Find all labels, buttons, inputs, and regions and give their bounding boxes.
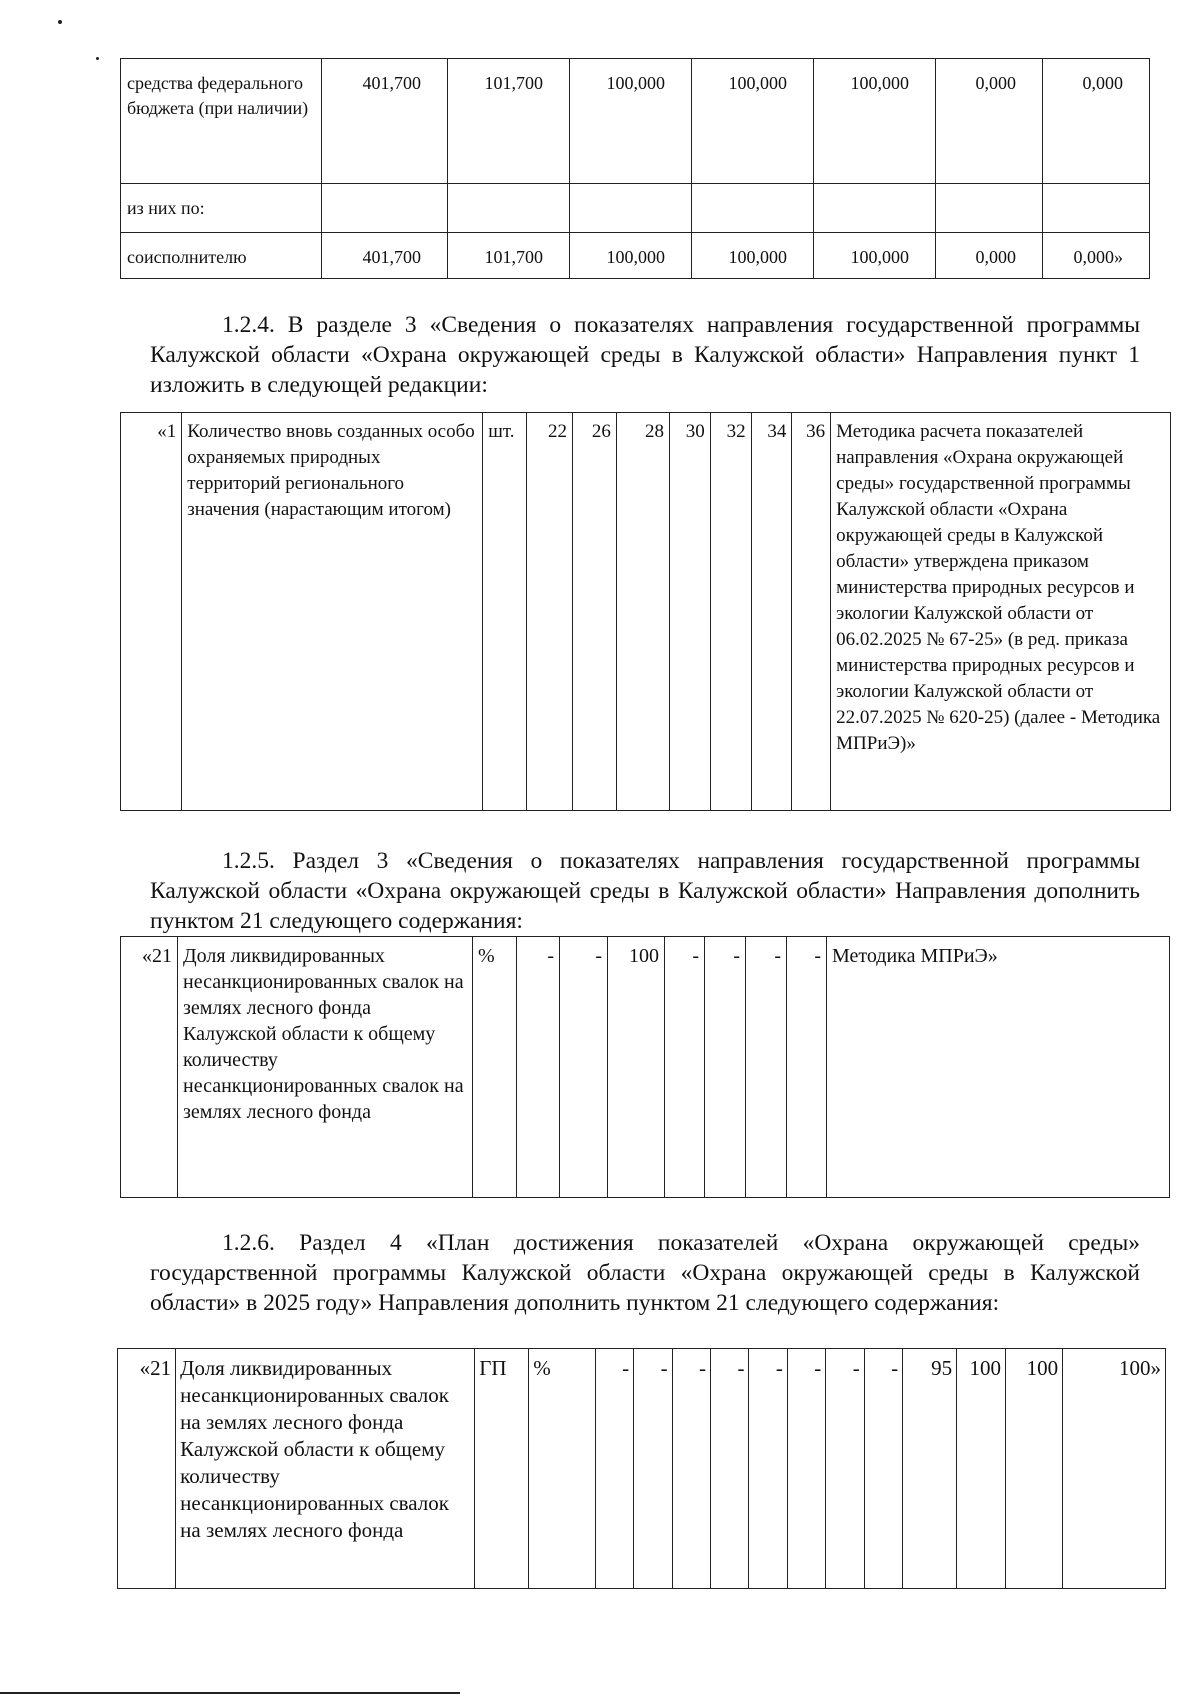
cell-value: 0,000 (1043, 59, 1150, 184)
scan-speck (58, 20, 62, 24)
paragraph-text: 1.2.5. Раздел 3 «Сведения о показателях направления государственной программы Калужской области «Охрана окружающей среды в Калужской области» Направления дополнить пунктом 21 следующего содержания: (150, 848, 1140, 934)
cell-value: - (672, 1349, 710, 1589)
cell-value: - (711, 1349, 749, 1589)
cell-value: 100,000 (692, 59, 814, 184)
cell-value: - (787, 937, 827, 1198)
budget-table (120, 58, 1150, 279)
cell-value: 100 (608, 937, 665, 1198)
cell-value (936, 184, 1043, 233)
cell-value (814, 184, 936, 233)
cell-value: 401,700 (322, 233, 448, 279)
cell-value: - (665, 937, 705, 1198)
row-number: «21 (118, 1349, 176, 1589)
cell-value: 0,000» (1043, 233, 1150, 279)
table-row (121, 937, 1170, 1198)
cell-value: - (560, 937, 608, 1198)
indicator-name: Доля ликвидированных несанкционированных свалок на землях лесного фонда Калужской области к общему количеству несанкционированных свалок на землях лесного фонда (176, 1349, 475, 1589)
cell-value: - (517, 937, 560, 1198)
cell-value (692, 184, 814, 233)
cell-value: 100 (957, 1349, 1006, 1589)
cell-value: 100» (1063, 1349, 1166, 1589)
row-label: из них по: (121, 184, 322, 233)
plan-table (117, 1348, 1166, 1589)
cell-value: - (634, 1349, 672, 1589)
unit: шт. (483, 413, 527, 811)
cell-value: - (787, 1349, 825, 1589)
indicator-table (120, 412, 1171, 811)
cell-value (1043, 184, 1150, 233)
indicator-table-add (120, 936, 1170, 1198)
cell-value: 401,700 (322, 59, 448, 184)
paragraph-text: 1.2.6. Раздел 4 «План достижения показателей «Охрана окружающей среды» государственной программы Калужской области «Охрана окружающей среды в Калужской области» в 2025 году» Направления дополнить пунктом 21 следующего содержания: (150, 1230, 1140, 1316)
row-label: средства федерального бюджета (при наличии) (121, 59, 322, 184)
row-number: «21 (121, 937, 178, 1198)
cell-value (570, 184, 692, 233)
row-label: соисполнителю (121, 233, 322, 279)
unit: % (473, 937, 517, 1198)
cell-value: 100,000 (692, 233, 814, 279)
indicator-name: Количество вновь созданных особо охраняемых природных территорий регионального значения (нарастающим итогом) (182, 413, 483, 811)
methodology-text: Методика МПРиЭ» (827, 937, 1170, 1198)
cell-value: - (705, 937, 746, 1198)
paragraph-1-2-4 (150, 310, 1140, 400)
cell-value: 22 (527, 413, 573, 811)
cell-value: 36 (792, 413, 831, 811)
cell-value: 30 (669, 413, 710, 811)
indicator-name: Доля ликвидированных несанкционированных свалок на землях лесного фонда Калужской области к общему количеству несанкционированных свалок на землях лесного фонда (178, 937, 473, 1198)
cell-value: 28 (616, 413, 669, 811)
table-row (121, 233, 1150, 279)
table-row (121, 59, 1150, 184)
cell-value: 26 (573, 413, 617, 811)
cell-value (448, 184, 570, 233)
footnote-separator (0, 1692, 460, 1694)
table-row (121, 184, 1150, 233)
cell-value: 100,000 (814, 233, 936, 279)
cell-value: 32 (710, 413, 751, 811)
cell-value: - (826, 1349, 864, 1589)
scan-speck (96, 57, 99, 60)
cell-value: 100,000 (814, 59, 936, 184)
cell-value: 101,700 (448, 233, 570, 279)
cell-value: - (595, 1349, 633, 1589)
cell-value: 100 (1005, 1349, 1062, 1589)
cell-value: 100,000 (570, 59, 692, 184)
cell-value: 0,000 (936, 59, 1043, 184)
cell-value: 101,700 (448, 59, 570, 184)
paragraph-1-2-6 (150, 1228, 1140, 1318)
cell-value: 34 (751, 413, 792, 811)
cell-value: - (864, 1349, 902, 1589)
table-row (118, 1349, 1166, 1589)
table-row (121, 413, 1171, 811)
cell-value: 0,000 (936, 233, 1043, 279)
cell-value: - (749, 1349, 787, 1589)
paragraph-text: 1.2.4. В разделе 3 «Сведения о показателях направления государственной программы Калужской области «Охрана окружающей среды в Калужской области» Направления пункт 1 изложить в следующей редакции: (150, 312, 1140, 398)
methodology-text: Методика расчета показателей направления «Охрана окружающей среды» государственной программы Калужской области «Охрана окружающей среды в Калужской области» утверждена приказом министерства природных ресурсов и экологии Калужской области от 06.02.2025 № 67-25» (в ред. приказа министерства природных ресурсов и экологии Калужской области от 22.07.2025 № 620-25) (далее - Методика МПРиЭ)» (831, 413, 1171, 811)
cell-value: 100,000 (570, 233, 692, 279)
unit: % (529, 1349, 595, 1589)
level: ГП (475, 1349, 529, 1589)
row-number: «1 (121, 413, 182, 811)
cell-value: - (746, 937, 787, 1198)
cell-value: 95 (903, 1349, 957, 1589)
cell-value (322, 184, 448, 233)
paragraph-1-2-5 (150, 846, 1140, 936)
